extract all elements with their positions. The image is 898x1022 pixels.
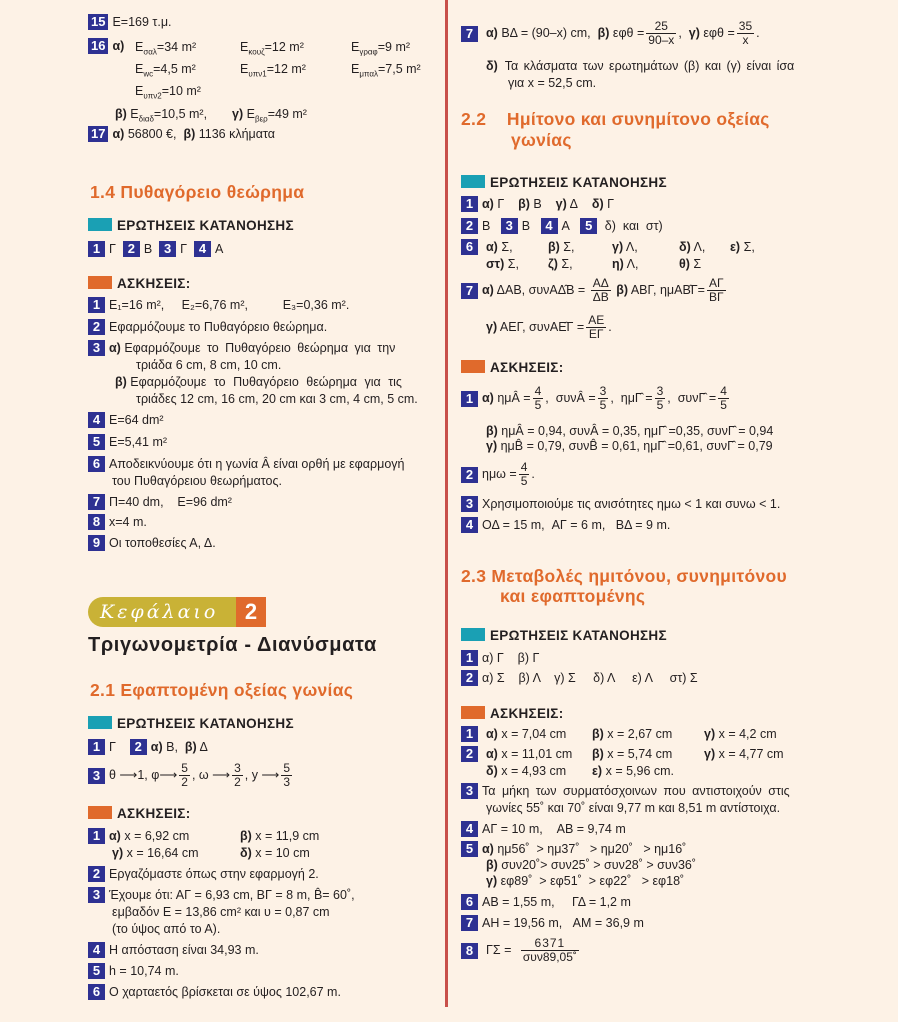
number-badge: 7 xyxy=(461,26,478,42)
area-cell: $E_{\upsilon\pi\nu 1}=12$ m² xyxy=(240,62,306,79)
number-badge: 16 xyxy=(88,38,108,54)
answer-16-b-c: β) $E_{\delta\iota\alpha\delta}=10,5$ m², γ) $E_{\beta\varepsilon\rho}=49$ m² xyxy=(115,107,307,124)
questions-header: ΕΡΩΤΗΣΕΙΣ ΚΑΤΑΝΟΗΣΗΣ xyxy=(88,716,294,732)
exercise-2: 2 ημω = $\frac{4}{5}$ . xyxy=(461,458,535,490)
number-badge: 7 xyxy=(461,915,478,931)
exercise-5-c: γ) εφ89˚ > εφ51˚ > εφ22˚ > εφ18˚ xyxy=(486,874,685,888)
exercises-header: ΑΣΚΗΣΕΙΣ: xyxy=(461,360,564,376)
exercises-header: ΑΣΚΗΣΕΙΣ: xyxy=(88,276,191,292)
exercise-5: 5 α) ημ56˚ > ημ37˚ > ημ20˚ > ημ16˚ xyxy=(461,841,686,858)
fraction: $\frac{6371}{\text{συν89,05˚}}$ xyxy=(522,936,577,965)
fraction: $\frac{5}{3}$ xyxy=(283,761,291,790)
exercise-3-b-line2: τριάδες 12 cm, 16 cm, 20 cm και 3 cm, 4 cm, 5 cm. xyxy=(136,392,418,406)
teal-square-icon xyxy=(88,716,112,729)
exercise-1-c: γ) x = 16,64 cm xyxy=(112,846,199,860)
answer-7-d: δ) Τα κλάσματα των ερωτημάτων (β) και (γ) είναι ίσα xyxy=(486,59,795,73)
exercise-7: 7 Π=40 dm, Ε=96 dm² xyxy=(88,494,232,511)
teal-square-icon xyxy=(88,218,112,231)
orange-square-icon xyxy=(88,276,112,289)
number-badge: 7 xyxy=(461,283,478,299)
question-1: 1 α) Γ β) Β γ) Δ δ) Γ xyxy=(461,196,614,213)
exercise-6-line2: του Πυθαγόρειου θεωρήματος. xyxy=(112,474,282,488)
answer-7: 7 α) ΒΔ = (90–x) cm, β) εφθ = $\frac{25}{90-x}$ , γ) εφθ = $\frac{35}{x}$ . xyxy=(461,18,760,48)
number-badge: 6 xyxy=(88,456,105,472)
number-badge: 1 xyxy=(461,391,478,407)
exercise-1-d: δ) x = 10 cm xyxy=(240,846,310,860)
number-badge: 4 xyxy=(88,412,105,428)
exercise-1: 1 α) x = 7,04 cm β) x = 2,67 cm γ) x = 4,2 cm xyxy=(461,726,821,743)
fraction: $\frac{A\Gamma}{B\Gamma}$ xyxy=(708,276,724,305)
exercise-3-line3: (το ύψος από το Α). xyxy=(112,922,221,936)
number-badge: 4 xyxy=(194,241,211,257)
question-6 xyxy=(461,239,482,256)
fraction: $\frac{25}{90-x}$ xyxy=(648,19,675,48)
questions-header: ΕΡΩΤΗΣΕΙΣ ΚΑΤΑΝΟΗΣΗΣ xyxy=(461,175,667,191)
section-title-2-3: 2.3 Μεταβολές ημιτόνου, συνημιτόνου xyxy=(461,566,787,586)
teal-square-icon xyxy=(461,175,485,188)
exercise-4: 4 Η απόσταση είναι 34,93 m. xyxy=(88,942,259,959)
exercise-6: 6 Ο χαρταετός βρίσκεται σε ύψος 102,67 m. xyxy=(88,984,341,1001)
area-cell: $E_{\kappa o\upsilon\zeta}=12$ m² xyxy=(240,40,304,57)
number-badge: 4 xyxy=(461,517,478,533)
number-badge: 4 xyxy=(461,821,478,837)
orange-square-icon xyxy=(461,360,485,373)
question-1: 1 α) Γ β) Γ xyxy=(461,650,539,667)
exercise-4: 4 Ε=64 dm² xyxy=(88,412,164,429)
number-badge: 3 xyxy=(461,783,478,799)
orange-square-icon xyxy=(88,806,112,819)
fraction: $\frac{35}{x}$ xyxy=(738,19,753,48)
number-badge: 3 xyxy=(501,218,518,234)
number-badge: 2 xyxy=(130,739,147,755)
number-badge: 3 xyxy=(461,496,478,512)
fraction: $\frac{AE}{E\Gamma}$ xyxy=(588,313,605,342)
exercise-1: 1 α) ημÂ = $\frac{4}{5}$ , συνÂ = $\frac{3}{5}$ , ημΓ̂ = $\frac{3}{5}$ , συνΓ̂ = $\frac{4}{5}$ xyxy=(461,382,731,414)
exercise-8: 8 x=4 m. xyxy=(88,514,147,531)
exercise-1-c: γ) ημB̂ = 0,79, συνB̂ = 0,61, ημΓ̂ =0,61, συνΓ̂ = 0,79 xyxy=(486,439,773,453)
number-badge: 2 xyxy=(88,319,105,335)
exercise-2: 2 Εφαρμόζουμε το Πυθαγόρειο θεώρημα. xyxy=(88,319,327,336)
questions-2-5: 2 Β 3 Β 4 Α 5 δ) και στ) xyxy=(461,218,663,235)
exercises-header: ΑΣΚΗΣΕΙΣ: xyxy=(461,706,564,722)
questions-1-2: 1 Γ 2 α) Β, β) Δ xyxy=(88,739,208,756)
number-badge: 2 xyxy=(461,218,478,234)
number-badge: 1 xyxy=(88,828,105,844)
fraction: $\frac{3}{2}$ xyxy=(234,761,241,790)
number-badge: 1 xyxy=(461,650,478,666)
section-title-2-2-line2: γωνίας xyxy=(511,130,572,150)
number-badge: 1 xyxy=(88,241,105,257)
area-cell: $E_{\upsilon\pi\nu 2}=10$ m² xyxy=(135,84,201,101)
number-badge: 3 xyxy=(88,887,105,903)
area-kitchen-row: $E_{\sigma\alpha\lambda}=34$ m² xyxy=(135,40,197,57)
exercise-1: 1 Ε₁=16 m², Ε₂=6,76 m², Ε₃=0,36 m². xyxy=(88,297,349,314)
exercise-1-b: β) ημÂ = 0,94, συνÂ = 0,35, ημΓ̂ =0,35, συνΓ̂ = 0,94 xyxy=(486,424,774,438)
number-badge: 2 xyxy=(461,467,478,483)
fraction: $\frac{5}{2}$ xyxy=(181,761,188,790)
number-badge: 5 xyxy=(461,841,478,857)
fraction: $\frac{4}{5}$ xyxy=(534,384,542,413)
teal-square-icon xyxy=(461,628,485,641)
number-badge: 1 xyxy=(88,297,105,313)
area-cell: $E_{\gamma\rho\alpha\varphi}=9$ m² xyxy=(351,40,411,57)
number-badge: 1 xyxy=(461,726,478,742)
exercise-8: 8 ΓΣ = $\frac{6371}{\text{συν89,05˚}}$ xyxy=(461,935,581,965)
exercise-3-line2: εμβαδόν Ε = 13,86 cm² και υ = 0,87 cm xyxy=(112,905,330,919)
exercise-3-b: β) Εφαρμόζουμε το Πυθαγόρειο θεώρημα για τις xyxy=(115,375,402,389)
answer-16: 16 α) xyxy=(88,38,124,55)
questions-header: ΕΡΩΤΗΣΕΙΣ ΚΑΤΑΝΟΗΣΗΣ xyxy=(88,218,294,234)
exercise-4: 4 ΟΔ = 15 m, ΑΓ = 6 m, ΒΔ = 9 m. xyxy=(461,517,670,534)
exercise-5: 5 h = 10,74 m. xyxy=(88,963,179,980)
exercise-3: 3 Χρησιμοποιούμε τις ανισότητες ημω < 1 και συνω < 1. xyxy=(461,496,780,513)
exercise-2: 2 α) x = 11,01 cm β) x = 5,74 cm γ) x = 4,77 cm xyxy=(461,746,821,763)
exercise-7: 7 ΑΗ = 19,56 m, ΑΜ = 36,9 m xyxy=(461,915,644,932)
number-badge: 4 xyxy=(88,942,105,958)
questions-answers: 1 Γ 2 Β 3 Γ 4 Α xyxy=(88,241,223,258)
area-cell: $E_{wc}=4,5$ m² xyxy=(135,62,196,79)
number-badge: 2 xyxy=(461,670,478,686)
number-badge: 6 xyxy=(88,984,105,1000)
exercises-header: ΑΣΚΗΣΕΙΣ: xyxy=(88,806,191,822)
area-cell: $E_{\mu\pi\alpha\lambda}=7,5$ m² xyxy=(351,62,421,79)
exercise-5: 5 Ε=5,41 m² xyxy=(88,434,167,451)
exercise-3-a-line2: τριάδα 6 cm, 8 cm, 10 cm. xyxy=(136,358,282,372)
answer-17: 17 α) 56800 €, β) 1136 κλήματα xyxy=(88,126,275,143)
number-badge: 2 xyxy=(461,746,478,762)
question-3: 3 θ ⟶1, φ⟶ $\frac{5}{2}$ , ω ⟶ $\frac{3}{2}$ , y ⟶ $\frac{5}{3}$ xyxy=(88,760,294,790)
question-7: 7 α) ΔΑΒ, συνΑΔ̂Β = $\frac{A\Delta}{\Delta B}$ β) ΑΒΓ, ημΑΒ̂Γ= $\frac{A\Gamma}{B\Gamma}$ xyxy=(461,275,728,305)
questions-header: ΕΡΩΤΗΣΕΙΣ ΚΑΤΑΝΟΗΣΗΣ xyxy=(461,628,667,644)
exercise-6: 6 ΑΒ = 1,55 m, ΓΔ = 1,2 m xyxy=(461,894,631,911)
number-badge: 15 xyxy=(88,14,108,30)
chapter-word: Κεφάλαιο xyxy=(88,597,238,627)
number-badge: 9 xyxy=(88,535,105,551)
number-badge: 17 xyxy=(88,126,108,142)
number-badge: 6 xyxy=(461,894,478,910)
fraction: $\frac{3}{5}$ xyxy=(656,384,664,413)
number-badge: 4 xyxy=(541,218,558,234)
exercise-3: 3 Τα μήκη των συρματόσχοινων που αντιστοιχούν στις xyxy=(461,783,790,800)
exercise-9: 9 Οι τοποθεσίες Α, Δ. xyxy=(88,535,216,552)
question-7-c: γ) ΑΕΓ, συνΑΕ̂Γ = $\frac{AE}{E\Gamma}$ . xyxy=(486,313,612,342)
chapter-number: 2 xyxy=(236,597,266,627)
exercise-1: 1 α) x = 6,92 cm xyxy=(88,828,189,845)
section-title-2-1: 2.1 Εφαπτομένη οξείας γωνίας xyxy=(90,680,354,700)
answer-7-d-line2: για x = 52,5 cm. xyxy=(508,76,597,90)
exercise-3: 3 α) Εφαρμόζουμε το Πυθαγόρειο θεώρημα για την xyxy=(88,340,395,357)
section-title-1-4: 1.4 Πυθαγόρειο θεώρημα xyxy=(90,182,305,202)
answer-15: 15 Ε=169 τ.μ. xyxy=(88,14,172,31)
exercise-5-b: β) συν20˚> συν25˚ > συν28˚ > συν36˚ xyxy=(486,858,697,872)
column-divider xyxy=(445,0,448,1007)
number-badge: 7 xyxy=(88,494,105,510)
fraction: $\frac{3}{5}$ xyxy=(599,384,607,413)
number-badge: 8 xyxy=(88,514,105,530)
fraction: $\frac{A\Delta}{\Delta B}$ xyxy=(592,276,609,305)
number-badge: 5 xyxy=(88,434,105,450)
number-badge: 3 xyxy=(88,768,105,784)
section-title-2-2: 2.2 Ημίτονο και συνημίτονο οξείας xyxy=(461,109,770,129)
number-badge: 2 xyxy=(123,241,140,257)
fraction: $\frac{4}{5}$ xyxy=(520,460,528,489)
exercise-3-line2: γωνίες 55˚ και 70˚ είναι 9,77 m και 8,51 m αντίστοιχα. xyxy=(486,801,781,815)
fraction: $\frac{4}{5}$ xyxy=(720,384,727,413)
number-badge: 8 xyxy=(461,943,478,959)
question-2: 2 α) Σ β) Λ γ) Σ δ) Λ ε) Λ στ) Σ xyxy=(461,670,698,687)
exercise-3: 3 Έχουμε ότι: ΑΓ = 6,93 cm, ΒΓ = 8 m, B̂= 60˚, xyxy=(88,887,355,904)
chapter-title: Τριγωνομετρία - Διανύσματα xyxy=(88,634,377,656)
section-title-2-3-line2: και εφαπτομένης xyxy=(500,586,646,606)
number-badge: 1 xyxy=(461,196,478,212)
number-badge: 3 xyxy=(88,340,105,356)
number-badge: 1 xyxy=(88,739,105,755)
exercise-4: 4 ΑΓ = 10 m, ΑΒ = 9,74 m xyxy=(461,821,626,838)
number-badge: 2 xyxy=(88,866,105,882)
number-badge: 6 xyxy=(461,239,478,255)
exercise-1-b: β) x = 11,9 cm xyxy=(240,829,320,843)
exercise-6: 6 Αποδεικνύουμε ότι η γωνία Â είναι ορθή με εφαρμογή xyxy=(88,456,404,473)
number-badge: 3 xyxy=(159,241,176,257)
number-badge: 5 xyxy=(580,218,597,234)
orange-square-icon xyxy=(461,706,485,719)
exercise-2: 2 Εργαζόμαστε όπως στην εφαρμογή 2. xyxy=(88,866,319,883)
number-badge: 5 xyxy=(88,963,105,979)
